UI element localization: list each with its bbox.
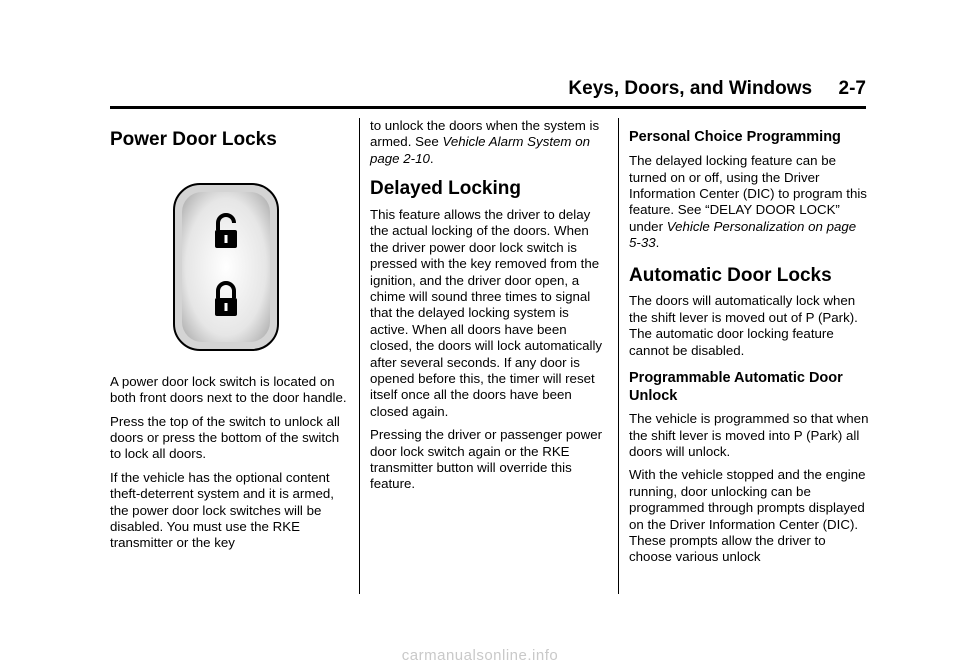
heading-automatic-door-locks: Automatic Door Locks <box>629 264 832 286</box>
column-divider <box>359 118 360 594</box>
subheading-programmable-unlock: Programmable Automatic Door Unlock <box>629 369 843 405</box>
door-lock-switch-image <box>110 182 352 362</box>
column-3 <box>629 118 869 566</box>
paragraph-end: . <box>655 235 660 251</box>
paragraph-text: The delayed locking feature can be turned on or off, using the Driver Information Center (DIC) to program this feature. See “DELAY DOOR LOCK” under <box>629 153 867 234</box>
column-1 <box>110 118 352 552</box>
column-2 <box>370 118 610 493</box>
paragraph-end: . <box>429 150 434 166</box>
paragraph <box>629 153 869 251</box>
paragraph: With the vehicle stopped and the engine running, door unlocking can be programmed through prompts displayed on the Driver Information Center (DIC). These prompts allow the driver to choose various unlock <box>629 467 866 565</box>
column-divider <box>618 118 619 594</box>
heading-power-door-locks: Power Door Locks <box>110 129 277 150</box>
watermark: carmanualsonline.info <box>401 647 559 664</box>
paragraph-text: to unlock the doors when the system is armed. See <box>370 118 600 150</box>
page-number: 2-7 <box>838 78 866 99</box>
cross-reference: Vehicle Personalization on page 5-33 <box>629 218 857 251</box>
page-header <box>110 78 866 106</box>
subheading-personal-choice: Personal Choice Programming <box>629 129 841 145</box>
paragraph: If the vehicle has the optional content theft-deterrent system and it is armed, the power door lock switches will be disabled. You must use the RKE transmitter or the key <box>110 469 334 551</box>
section-title: Keys, Doors, and Windows <box>568 78 813 99</box>
paragraph: Press the top of the switch to unlock all doors or press the bottom of the switch to lock all doors. <box>110 413 340 462</box>
paragraph: This feature allows the driver to delay the actual locking of the doors. When the driver power door lock switch is pressed with the key removed from the ignition, and the driver door open, a chime will sound three times to signal that the delayed locking system is active. When all doors have been closed, the doors will lock automatically after several seconds. If any door is opened before this, the timer will reset itself once all the doors have been closed again. <box>370 206 603 419</box>
cross-reference: Vehicle Alarm System on page 2-10 <box>370 134 590 166</box>
header-rule <box>110 106 866 109</box>
paragraph: A power door lock switch is located on both front doors next to the door handle. <box>110 373 347 406</box>
heading-delayed-locking: Delayed Locking <box>370 178 521 200</box>
paragraph: The vehicle is programmed so that when the shift lever is moved into P (Park) all doors will unlock. <box>629 411 869 459</box>
paragraph: Pressing the driver or passenger power door lock switch again or the RKE transmitter button will override this feature. <box>370 427 603 492</box>
paragraph <box>370 118 610 167</box>
door-lock-switch-illustration <box>172 182 280 352</box>
paragraph: The doors will automatically lock when the shift lever is moved out of P (Park). The automatic door locking feature cannot be disabled. <box>629 293 858 358</box>
header-title <box>568 78 866 100</box>
